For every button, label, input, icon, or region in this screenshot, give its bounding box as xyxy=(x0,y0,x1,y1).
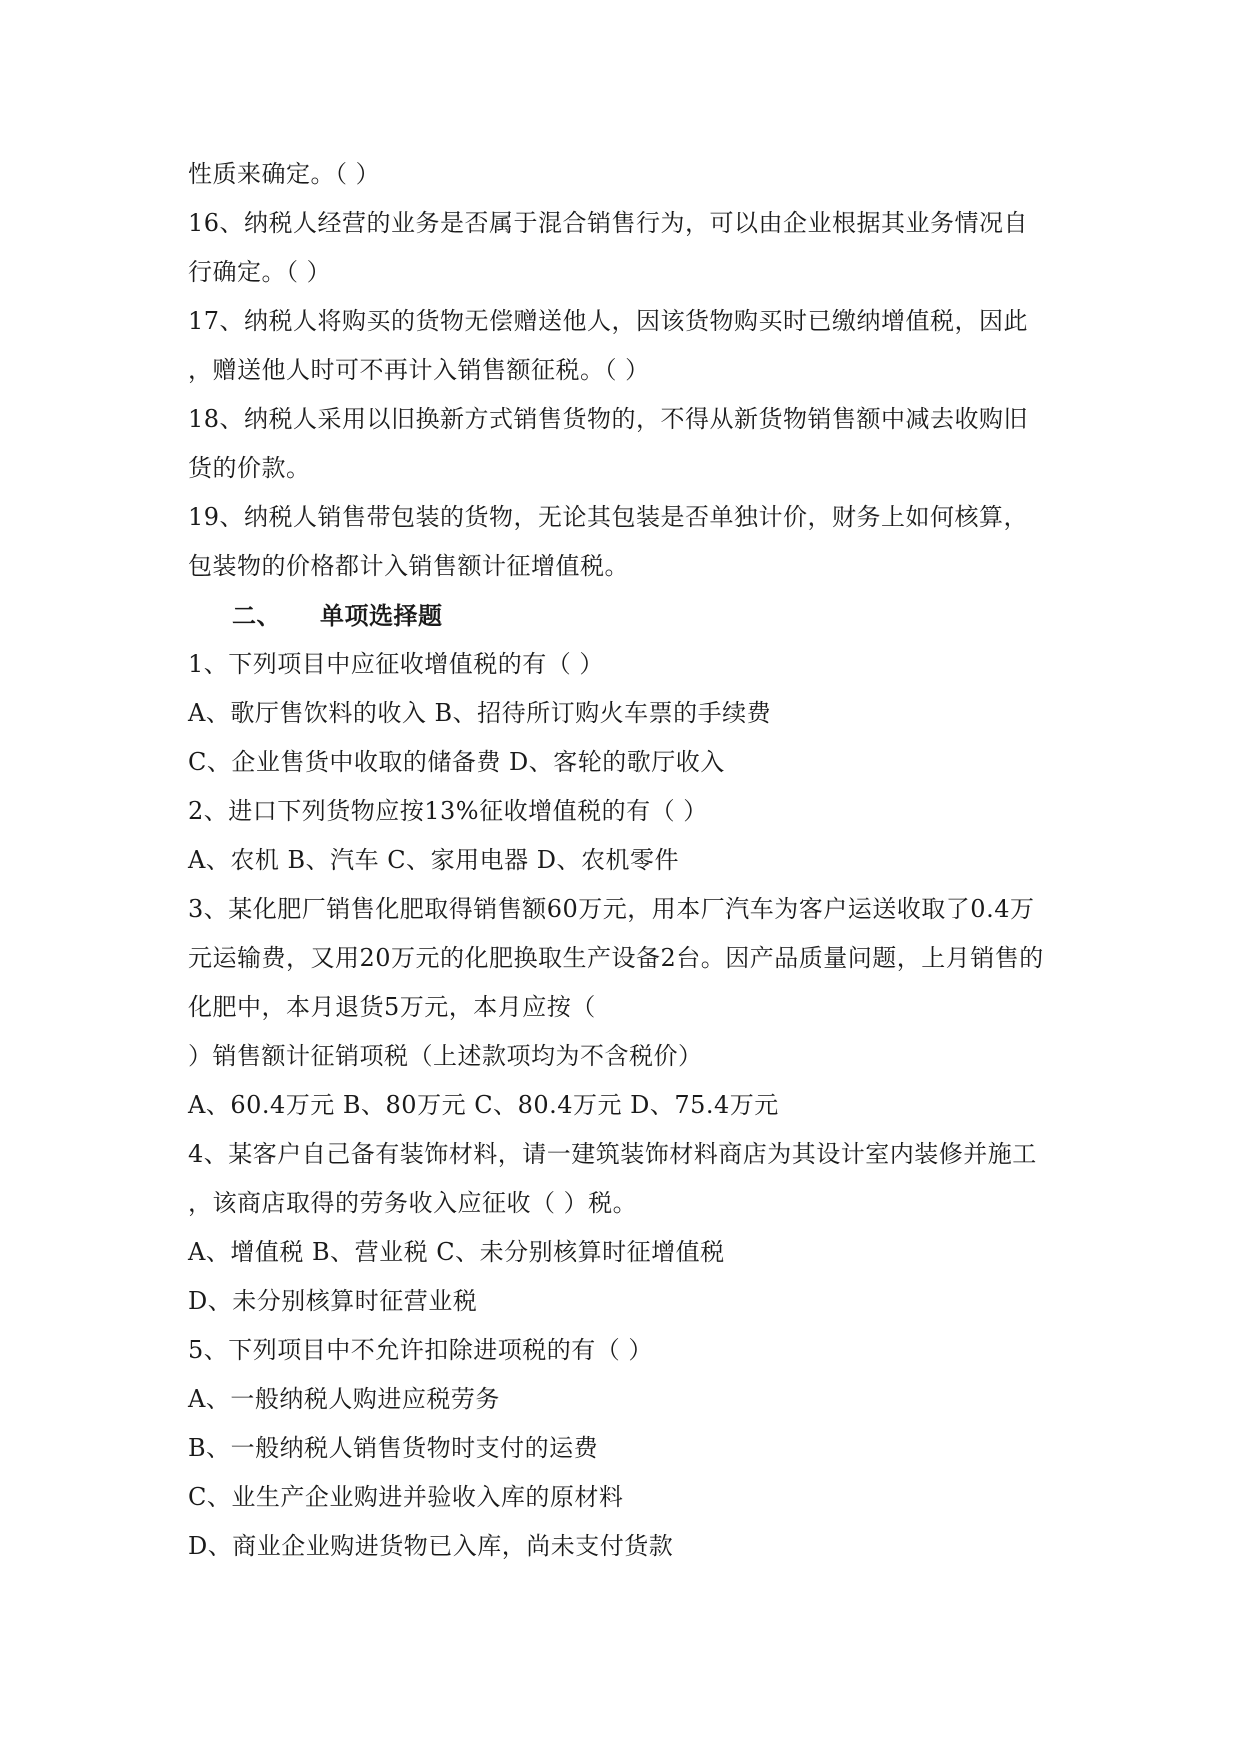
text-line: ）销售额计征销项税（上述款项均为不含税价） xyxy=(188,1042,703,1070)
document-page xyxy=(188,150,1068,1571)
section-heading xyxy=(188,591,1068,640)
text-line: 化肥中，本月退货5万元，本月应按（ xyxy=(188,993,596,1021)
text-line: 货的价款。 xyxy=(188,454,311,482)
question-18: 18、纳税人采用以旧换新方式销售货物的，不得从新货物销售额中减去收购旧 xyxy=(188,405,1029,433)
question-19: 19、纳税人销售带包装的货物，无论其包装是否单独计价，财务上如何核算， xyxy=(188,503,1029,531)
question-5: 5、下列项目中不允许扣除进项税的有（ ） xyxy=(188,1336,653,1364)
text-line: 性质来确定。（ ） xyxy=(188,160,381,188)
question-16: 16、纳税人经营的业务是否属于混合销售行为，可以由企业根据其业务情况自 xyxy=(188,209,1029,237)
question-1: 1、下列项目中应征收增值税的有（ ） xyxy=(188,650,604,678)
text-line: ，赠送他人时可不再计入销售额征税。（ ） xyxy=(188,356,650,384)
text-line: 包装物的价格都计入销售额计征增值税。 xyxy=(188,552,629,580)
section-title: 单项选择题 xyxy=(320,601,443,630)
options-line: A、农机 B、汽车 C、家用电器 D、农机零件 xyxy=(188,846,679,874)
text-line: ，该商店取得的劳务收入应征收（ ）税。 xyxy=(188,1189,638,1217)
question-4: 4、某客户自己备有装饰材料，请一建筑装饰材料商店为其设计室内装修并施工 xyxy=(188,1140,1037,1168)
section-number: 二、 xyxy=(232,601,281,630)
options-line: D、未分别核算时征营业税 xyxy=(188,1287,478,1315)
options-line: A、60.4万元 B、80万元 C、80.4万元 D、75.4万元 xyxy=(188,1091,779,1119)
option-b: B、一般纳税人销售货物时支付的运费 xyxy=(188,1434,599,1462)
option-d: D、商业企业购进货物已入库，尚未支付货款 xyxy=(188,1532,674,1560)
text-line: 行确定。（ ） xyxy=(188,258,332,286)
question-3: 3、某化肥厂销售化肥取得销售额60万元，用本厂汽车为客户运送收取了0.4万 xyxy=(188,895,1035,923)
question-2: 2、进口下列货物应按13%征收增值税的有（ ） xyxy=(188,797,708,825)
option-a: A、一般纳税人购进应税劳务 xyxy=(188,1385,500,1413)
options-line: A、歌厅售饮料的收入 B、招待所订购火车票的手续费 xyxy=(188,699,772,727)
text-line: 元运输费，又用20万元的化肥换取生产设备2台。因产品质量问题，上月销售的 xyxy=(188,944,1044,972)
options-line: A、增值税 B、营业税 C、未分别核算时征增值税 xyxy=(188,1238,725,1266)
question-17: 17、纳税人将购买的货物无偿赠送他人，因该货物购买时已缴纳增值税，因此 xyxy=(188,307,1029,335)
options-line: C、企业售货中收取的储备费 D、客轮的歌厅收入 xyxy=(188,748,725,776)
option-c: C、业生产企业购进并验收入库的原材料 xyxy=(188,1483,624,1511)
